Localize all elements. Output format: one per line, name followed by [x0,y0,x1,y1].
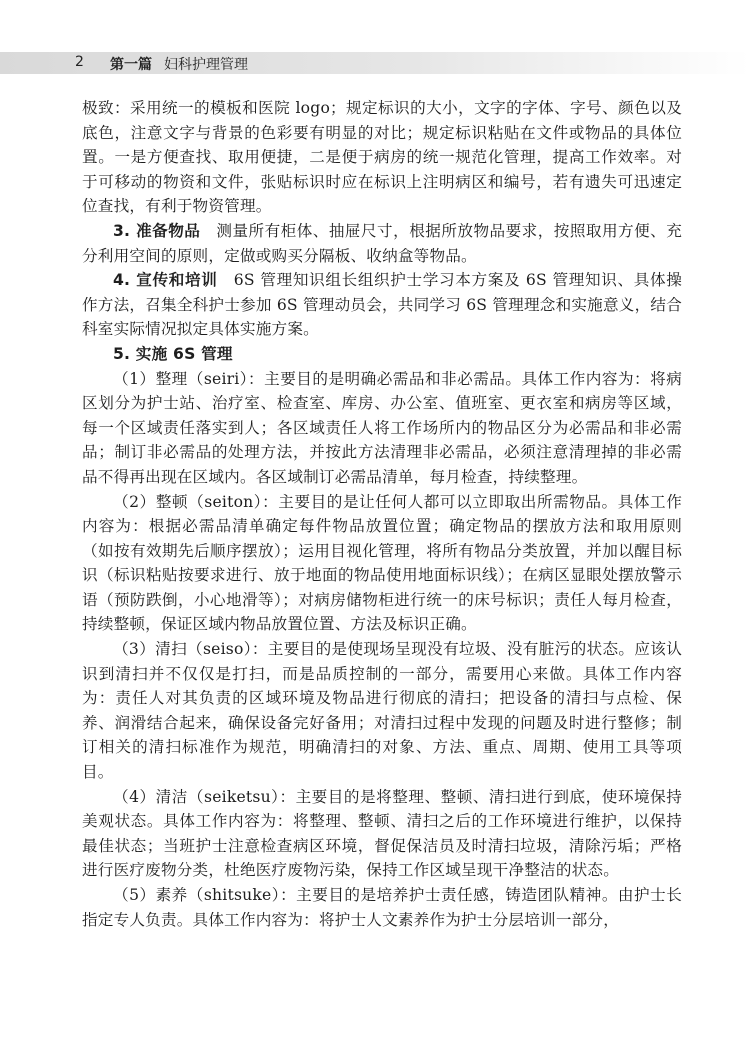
paragraph-text: 测量所有柜体、抽屉尺寸，根据所放物品要求，按照取用方便、充分利用空间的原则，定做或购买分隔板、收纳盒等物品。 [82,221,683,265]
chapter-title: 妇科护理管理 [164,57,248,73]
paragraph-seiketsu: （4）清洁（seiketsu）：主要目的是将整理、整顿、清扫进行到底，使环境保持美观状态。具体工作内容为：将整理、整顿、清扫之后的工作环境进行维护，以保持最佳状态；当班护士注意检查病区环境，督促保洁员及时清扫垃圾，清除污垢；严格进行医疗废物分类，杜绝医疗废物污染，保持工作区域呈现干净整洁的状态。 [82,787,682,880]
section-heading-implement-6s: 5. 实施 6S 管理 [113,344,233,363]
section-label-prepare-items: 3. 准备物品 [113,221,201,240]
paragraph-shitsuke: （5）素养（shitsuke）：主要目的是培养护士责任感，铸造团队精神。由护士长指定专人负责。具体工作内容为：将护士人文素养作为护士分层培训一部分， [82,886,682,929]
paragraph-training [82,268,682,342]
part-title: 第一篇 [110,57,152,73]
paragraph-continued: 极致：采用统一的模板和医院 logo；规定标识的大小，文字的字体、字号、颜色以及底色，注意文字与背景的色彩要有明显的对比；规定标识粘贴在文件或物品的具体位置。一是方便查找、取用便捷，二是便于病房的统一规范化管理，提高工作效率。对于可移动的物资和文件，张贴标识时应在标识上注明病区和编号，若有遗失可迅速定位查找，有利于物资管理。 [82,99,682,216]
page-body [82,96,682,932]
paragraph-seiton: （2）整顿（seiton）：主要目的是让任何人都可以立即取出所需物品。具体工作内容为：根据必需品清单确定每件物品放置位置；确定物品的摆放方法和取用原则（如按有效期先后顺序摆放）；运用目视化管理，将所有物品分类放置，并加以醒目标识（标识粘贴按要求进行、放于地面的物品使用地面标识线）；在病区显眼处摆放警示语（预防跌倒，小心地滑等）；对病房储物柜进行统一的床号标识；责任人每月检查，持续整顿，保证区域内物品放置位置、方法及标识正确。 [82,492,682,634]
paragraph-prepare-items [82,219,682,268]
paragraph-seiso: （3）清扫（seiso）：主要目的是使现场呈现没有垃圾、没有脏污的状态。应该认识到清扫并不仅仅是打扫，而是品质控制的一部分，需要用心来做。具体工作内容为：责任人对其负责的区域环境及物品进行彻底的清扫；把设备的清扫与点检、保养、润滑结合起来，确保设备完好备用；对清扫过程中发现的问题及时进行整修；制订相关的清扫标准作为规范，明确清扫的对象、方法、重点、周期、使用工具等项目。 [82,640,682,782]
page-header [0,52,750,74]
paragraph-text: 6S 管理知识组长组织护士学习本方案及 6S 管理知识、具体操作方法，召集全科护士参加 6S 管理动员会，共同学习 6S 管理理念和实施意义，结合科室实际情况拟定具体实施方案。 [82,271,682,339]
section-label-training: 4. 宣传和培训 [113,271,218,290]
paragraph-seiri: （1）整理（seiri）：主要目的是明确必需品和非必需品。具体工作内容为：将病区划分为护士站、治疗室、检查室、库房、办公室、值班室、更衣室和病房等区域，每一个区域责任落实到人；各区域责任人将工作场所内的物品区分为必需品和非必需品；制订非必需品的处理方法，并按此方法清理非必需品，必须注意清理掉的非必需品不得再出现在区域内。各区域制订必需品清单，每月检查，持续整理。 [82,369,682,486]
page-number: 2 [75,54,84,70]
